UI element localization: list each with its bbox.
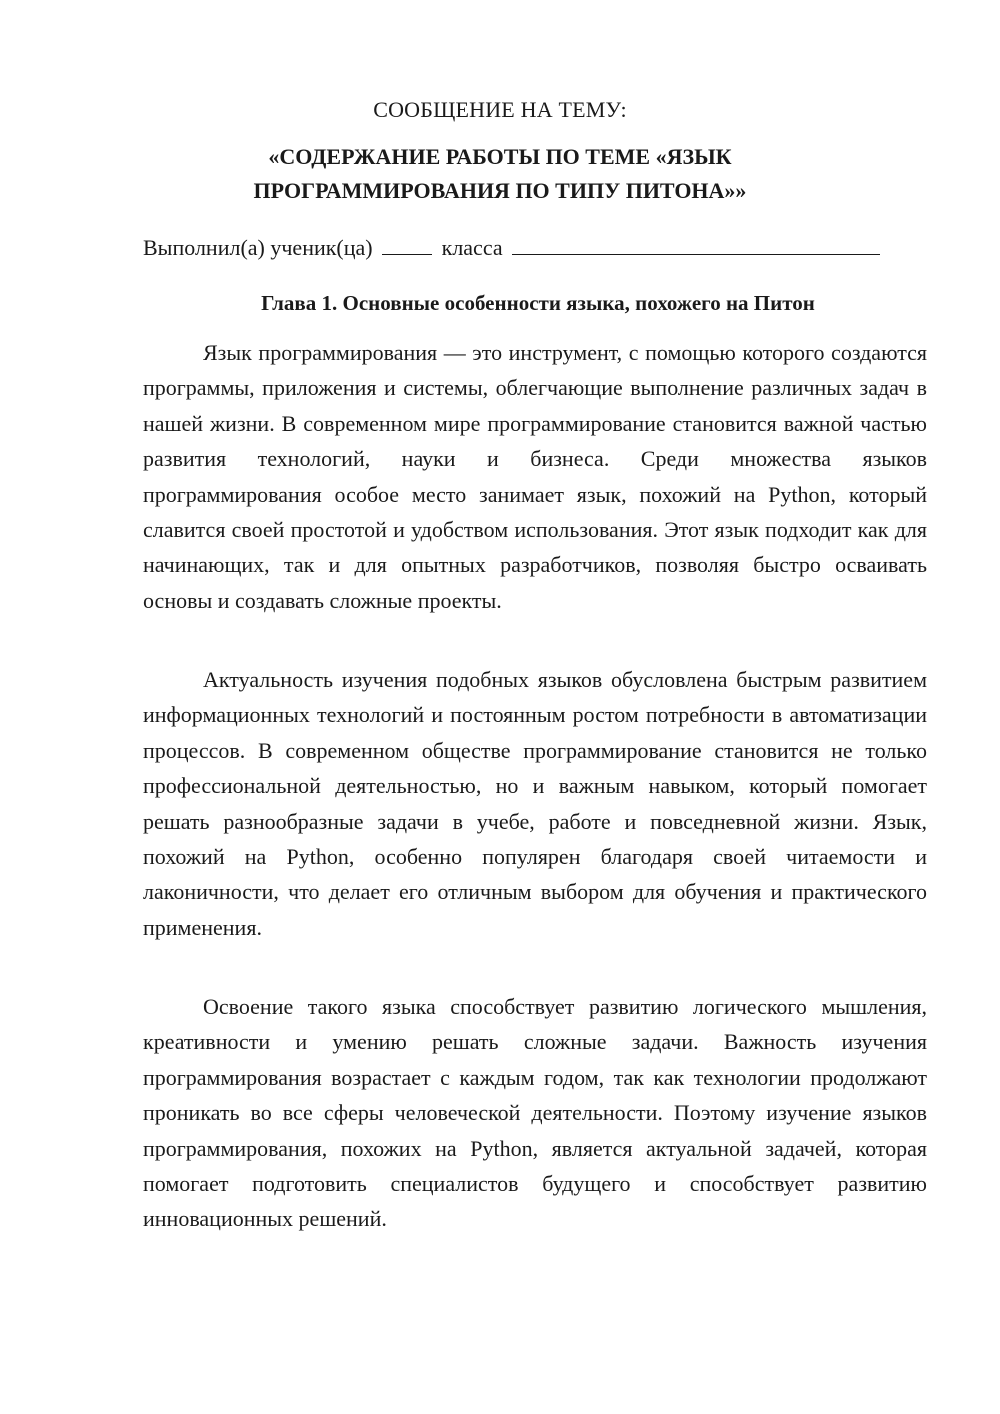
body-paragraph-3: Освоение такого языка способствует развитию логического мышления, креативности и умению решать сложные задачи. Важность изучения программирования возрастает с каждым годом, так как технологии продолжают проникать во все сферы человеческой деятельности. Поэтому изучение языков программирования, похожих на Python, является актуальной задачей, которая помогает подготовить специалистов будущего и способствует развитию инновационных решений.	[143, 994, 927, 1232]
topic-label: СООБЩЕНИЕ НА ТЕМУ:	[373, 97, 627, 122]
title-line-1: «СОДЕРЖАНИЕ РАБОТЫ ПО ТЕМЕ «ЯЗЫК	[268, 144, 732, 169]
author-line	[143, 234, 933, 261]
author-class-label: класса	[441, 235, 503, 260]
author-prefix: Выполнил(а) ученик(ца)	[143, 235, 373, 260]
title-line-2: ПРОГРАММИРОВАНИЯ ПО ТИПУ ПИТОНА»»	[253, 178, 747, 203]
body-paragraph-2: Актуальность изучения подобных языков обусловлена быстрым развитием информационных технологий и постоянным ростом потребности в автоматизации процессов. В современном обществе программирование становится не только профессиональной деятельностью, но и важным навыком, который помогает решать разнообразные задачи в учебе, работе и повседневной жизни. Язык, похожий на Python, особенно популярен благодаря своей читаемости и лаконичности, что делает его отличным выбором для обучения и практического применения.	[143, 667, 927, 940]
class-number-blank	[382, 234, 432, 255]
body-paragraph-1: Язык программирования — это инструмент, с помощью которого создаются программы, приложения и системы, облегчающие выполнение различных задач в нашей жизни. В современном мире программирование становится важной частью развития технологий, науки и бизнеса. Среди множества языков программирования особое место занимает язык, похожий на Python, который славится своей простотой и удобством использования. Этот язык подходит как для начинающих, так и для опытных разработчиков, позволяя быстро осваивать основы и создавать сложные проекты.	[143, 340, 927, 613]
chapter-heading: Глава 1. Основные особенности языка, похожего на Питон	[261, 291, 815, 315]
author-name-blank	[512, 234, 880, 255]
